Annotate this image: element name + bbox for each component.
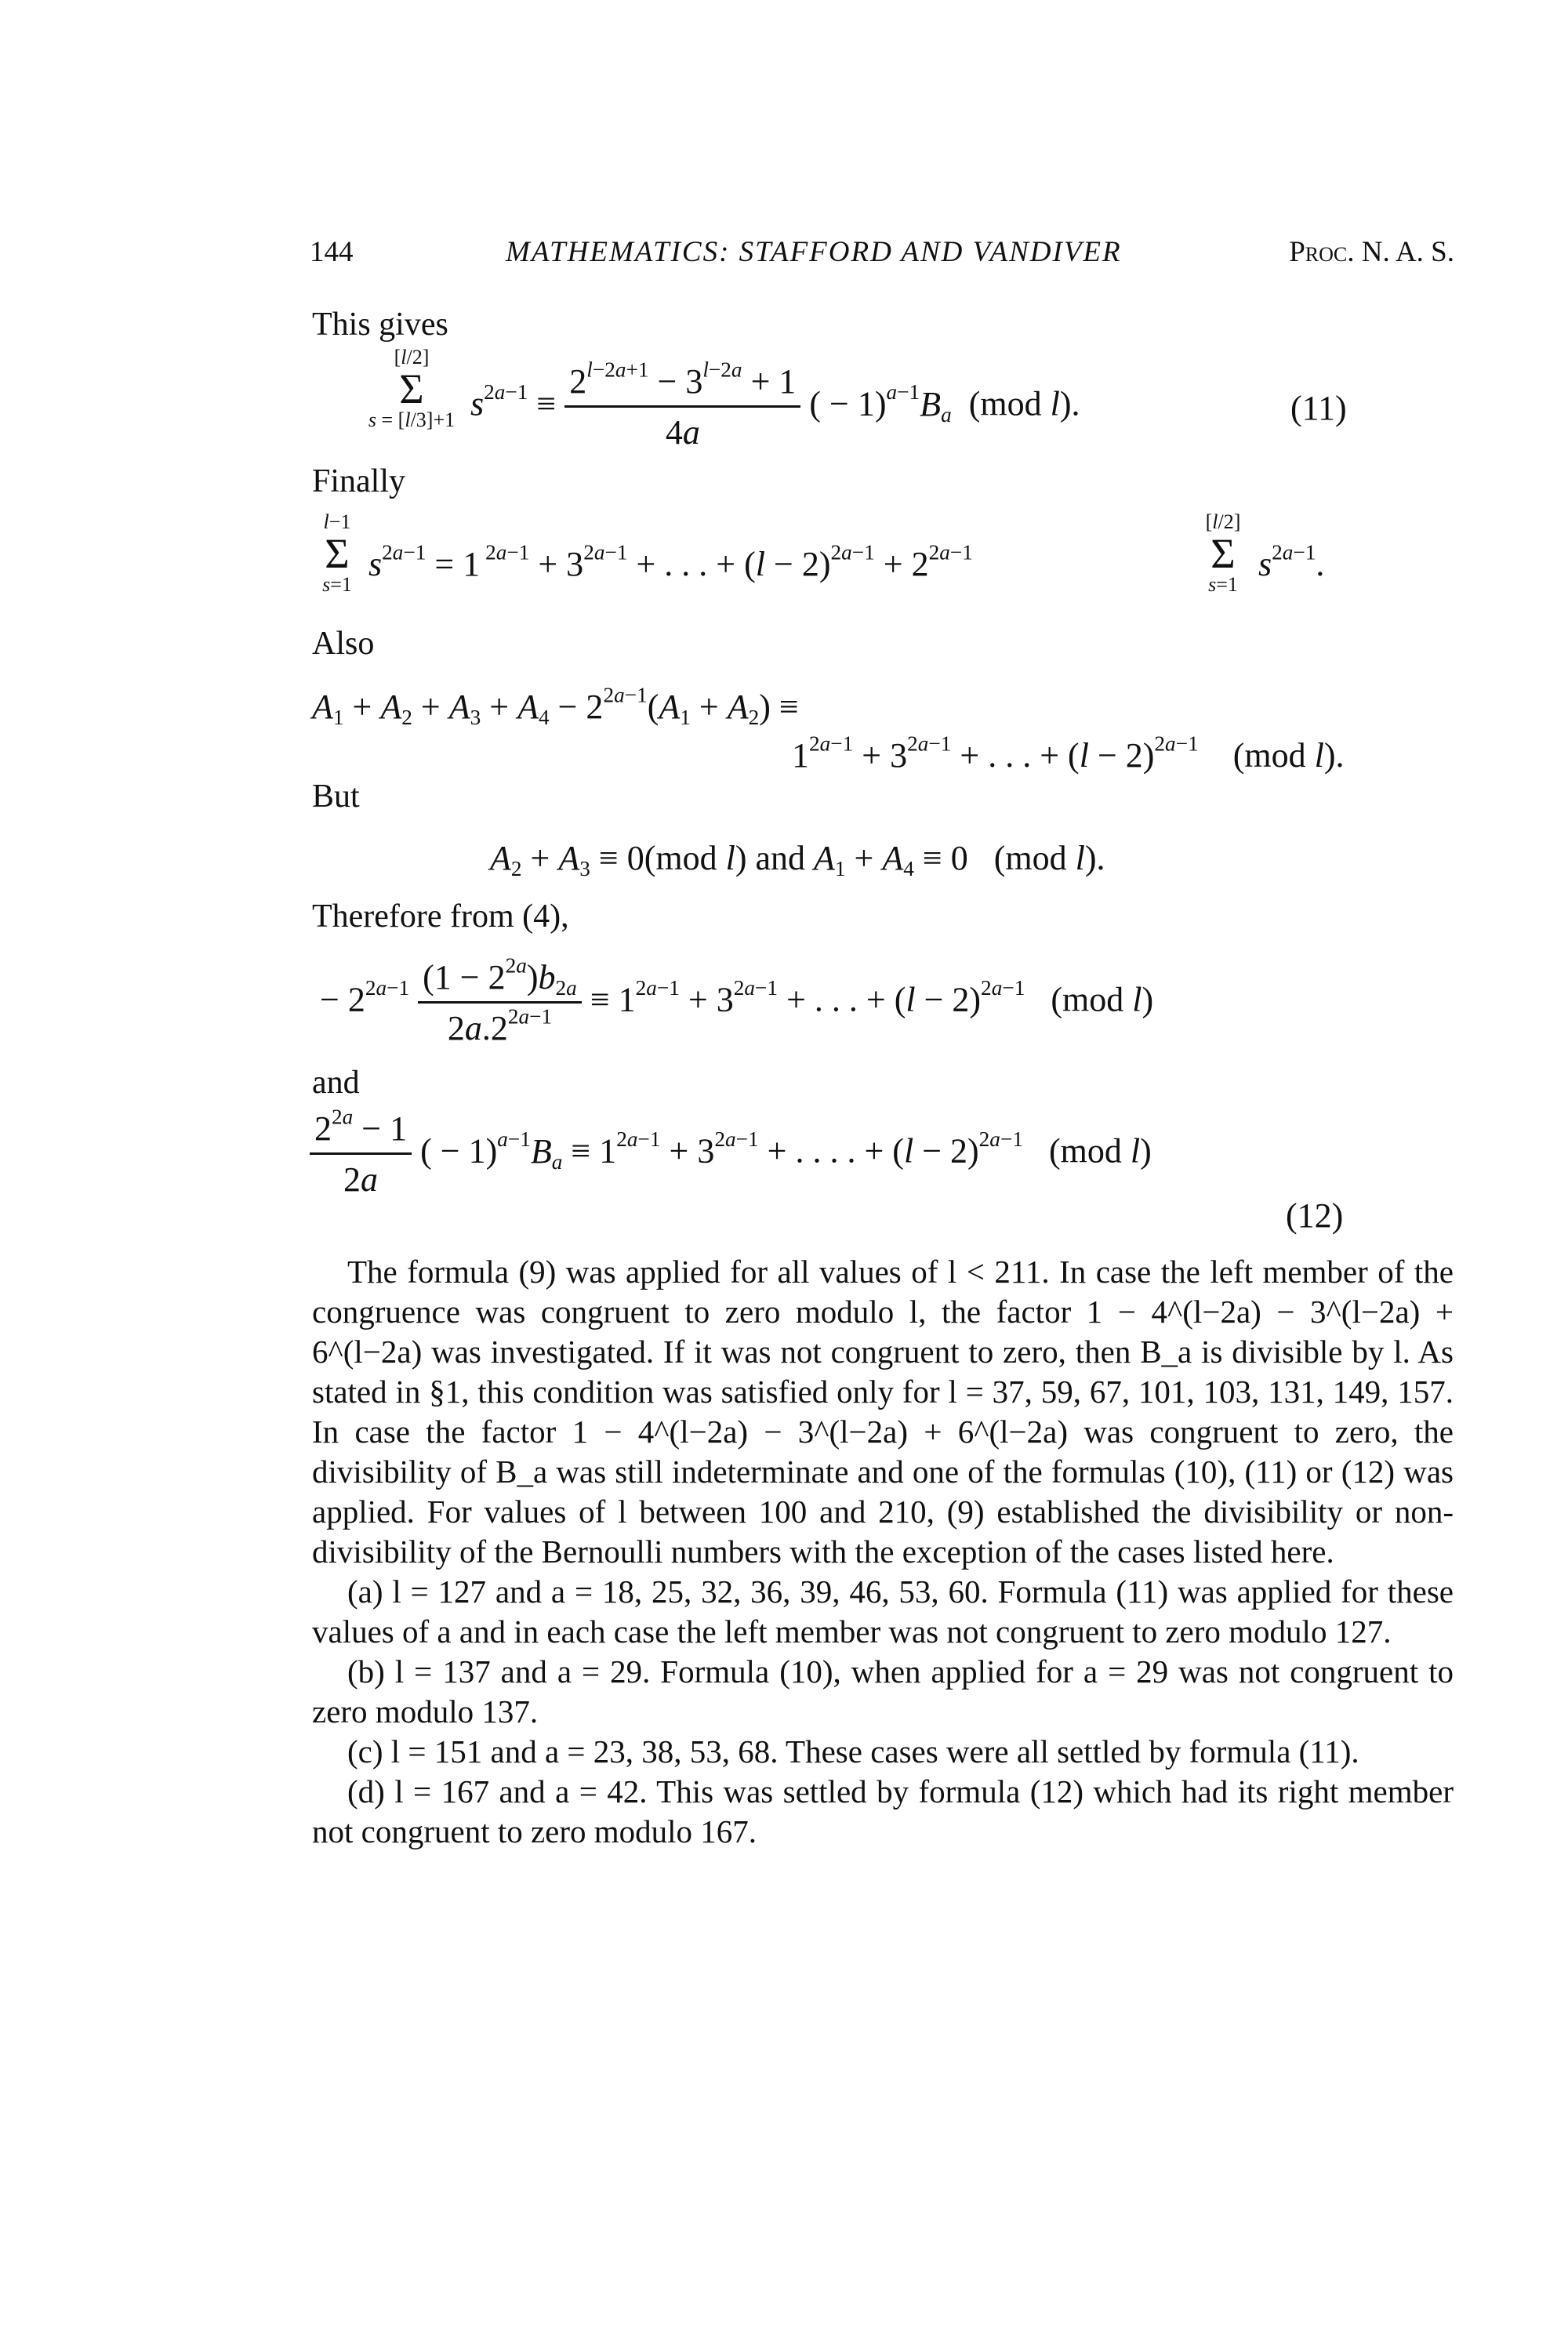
equation-11: $s^{2a-1}$ ≡ $\frac{2^{l-2a+1} - 3^{l-2a} + 1}{4a}$ ( − $1)^{a-1}B_a$ (mod l). [470,358,1080,452]
equation-but: $A_2 + A_3 \equiv 0(mod$ l) and $A_1 + A_4 \equiv 0$ (mod l). [490,839,1105,881]
paragraph-case-c: (c) l = 151 and a = 23, 38, 53, 68. These cases were all settled by formula (11). [347,1733,1359,1769]
journal-name: Proc. N. A. S. [1289,236,1454,268]
label-this-gives: This gives [312,307,448,343]
page-header [310,235,1454,274]
label-and: and [312,1065,360,1101]
equation-finally: $s^{2a-1} = 1$ $^{2a-1} + 3^{2a-1}$ + . . . + $(l - 2)^{2a-1} + 2^{2a-1}$ [368,540,973,583]
paragraph-case-b: (b) l = 137 and a = 29. Formula (10), when applied for a = 29 was not congruent to zero modulo 137. [312,1653,1454,1730]
body-text [312,1252,1454,1852]
paragraph-main: The formula (9) was applied for all values of l < 211. In case the left member of the congruence was congruent to zero modulo l, the factor 1 − 4^(l−2a) − 3^(l−2a) + 6^(l−2a) was investigated. If it was not congruent to zero, then B_a is divisible by l. As stated in §1, this condition was satisfied only for l = 37, 59, 67, 101, 103, 131, 149, 157. In case the factor 1 − 4^(l−2a) − 3^(l−2a) + 6^(l−2a) was congruent to zero, the divisibility of B_a was still indeterminate and one of the formulas (10), (11) or (12) was applied. For values of l between 100 and 210, (9) established the divisibility or non-divisibility of the Bernoulli numbers with the exception of the cases listed here. [312,1254,1454,1570]
equation-also-line1: $A_1 + A_2 + A_3 + A_4 - 2^{2a-1}(A_1 + A_2)$ ≡ [312,683,799,730]
paragraph-case-a: (a) l = 127 and a = 18, 25, 32, 36, 39, 46, 53, 60. Formula (11) was applied for these values of a and in each case the left member was not congruent to zero modulo 127. [312,1573,1454,1650]
equation-also-line2: $1^{2a-1} + 3^{2a-1}$ + . . . + $(l - 2)^{2a-1}$ (mod l). [792,731,1345,775]
label-therefore: Therefore from (4), [312,898,569,935]
label-finally: Finally [312,463,406,499]
equation-number-12: (12) [1286,1196,1344,1235]
equation-finally-tail: $s^{2a-1}$. [1258,540,1325,583]
label-also: Also [312,626,375,662]
equation-therefore: − $2^{2a-1}$ $\frac{(1 - 2^{2a})b_{2a}}{2a.2^{2a-1}}$ ≡ $1^{2a-1} + 3^{2a-1}$ + . . . + $(l - 2)^{2a-1}$ (mod l) [320,953,1154,1047]
equation-number-11: (11) [1290,389,1347,427]
sum-operator: [l/2] Σ s=1 [1205,510,1241,596]
sum-operator: l−1 Σ s=1 [322,510,352,596]
sum-operator: [l/2] Σ s = [l/3]+1 [368,346,456,431]
page-number: 144 [310,236,354,268]
equation-12: $\frac{2^{2a} - 1}{2a}$ ( − $1)^{a-1}B_a \equiv 1^{2a-1} + 3^{2a-1}$ + . . . . + $(l - 2)^{2a-1}$ (mod l) [310,1112,1152,1197]
running-title: MATHEMATICS: STAFFORD AND VANDIVER [506,236,1122,268]
paragraph-case-d: (d) l = 167 and a = 42. This was settled by formula (12) which had its right member not congruent to zero modulo 167. [312,1773,1454,1849]
label-but: But [312,779,360,815]
